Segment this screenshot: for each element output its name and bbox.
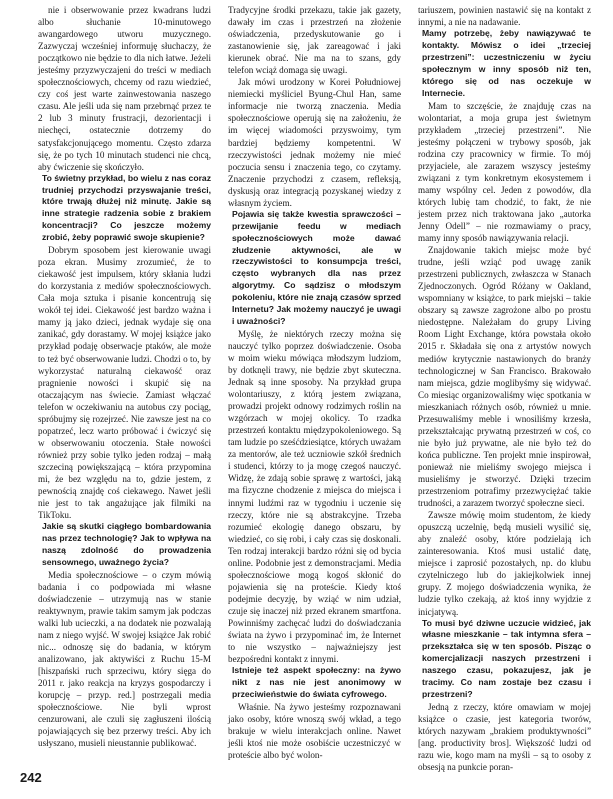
interview-question: Jakie są skutki ciągłego bombardowania nas przez technologię? Jak to wpływa na naszą zdolność do prowadzenia sensownego, uważnego życia? — [42, 521, 211, 567]
answer-paragraph: Jedną z rzeczy, które omawiam w mojej książce o czasie, jest kategoria tworów, których nazywam „brakiem produktywności” [ang. productivity bros]. Większość ludzi od razu wie, kogo mam na myśli – są to osoby z obsesją na punkcie poran- — [418, 701, 591, 773]
answer-paragraph: Mam to szczęście, że znajduję czas na wolontariat, a moja grupa jest świetnym przykładem „trzeciej przestrzeni”. Nie jesteśmy połączeni w trybowy sposób, jak rodzina czy pracownicy w firmie. To mój przyjaciele, ale zarazem wszyscy jesteśmy związani z tym konkretnym ekosystemem i mamy wspólny cel. Jeden z powodów, dla których lubię tam chodzić, to fakt, że nie jestem przez nich traktowana jako „autorka Jenny Odell” – nie rozmawiamy o pracy, mamy inny sposób nawiązywania relacji. — [418, 100, 591, 244]
answer-paragraph: Myślę, że niektórych rzeczy można się nauczyć tylko poprzez doświadczenie. Osoba w moim wieku mówiąca młodszym ludziom, by dotknęli trawy, nie będzie zbyt skuteczna. Jednak są inne sposoby. Na przykład grupa wolontariuszy, z którą jestem związana, prowadzi projekt odnowy rodzimych roślin na wzgórzach w mojej okolicy. To rzadka przestrzeń kontaktu międzypokoleniowego. Są tam ludzie po sześćdziesiątce, których uważam za mentorów, ale też uczniowie szkół średnich i studenci, którzy to ja mogę czegoś nauczyć. Widzę, że zdają sobie sprawę z wartości, jaką ma fizyczne chodzenie z miejsca do miejsca i innymi ludźmi raz w tygodniu i uczenie się rzeczy, które nie są abstrakcyjne. Trzeba rozumieć ekologię danego obszaru, by wiedzieć, co się robi, i cały czas się doskonali. Ten rodzaj interakcji bardzo różni się od bycia online. Podobnie jest z demonstracjami. Media społecznościowe mogą kogoś skłonić do pojawienia się na proteście. Kiedy ktoś podejmie decyzję, by wziąć w nim udział, czuje się inaczej niż przed ekranem smartfona. Powinniśmy zachęcać ludzi do doświadczania świata na żywo i przypominać im, że Internet to nie wszystko – najważniejszy jest bezpośredni kontakt z innymi. — [228, 328, 401, 665]
answer-paragraph: Zawsze mówię moim studentom, że kiedy opuszczą uczelnię, będą musieli wysilić się, aby znaleźć osoby, które podzielają ich zainteresowania. Ktoś musi ustalić datę, miejsce i zaprosić pozostałych, np. do klubu czytelniczego lub do jakiejkolwiek innej grupy. Z mojego doświadczenia wynika, że ludzie tylko czekają, aż ktoś inny wyjdzie z inicjatywą. — [418, 510, 591, 617]
interview-question: To świetny przykład, bo wielu z nas coraz trudniej przychodzi przyswajanie treści, które trwają dłużej niż minutę. Jakie są inne strategie radzenia sobie z brakiem koncentracji? Co jeszcze możemy zrobić, żeby poprawić swoje skupienie? — [42, 172, 211, 243]
answer-paragraph: Tradycyjne środki przekazu, takie jak gazety, dawały im czas i przestrzeń na złożenie oświadczenia, przedyskutowanie go i zastanowienie się, jak zareagować i jaki kierunek obrać. Nie ma na to szans, gdy telefon wciąż domaga się uwagi. — [228, 5, 401, 76]
answer-paragraph: Znajdowanie takich miejsc może być trudne, jeśli wziąć pod uwagę zanik przestrzeni publicznych, zwłaszcza w Stanach Zjednoczonych. Ogród Różany w Oakland, wspomniany w książce, to park miejski – takie obszary są zawsze zagrożone albo po prostu niedostępne. Należałam do grupy Living Room Light Exchange, która powstała około 2015 r. Składała się ona z artystów nowych mediów krytycznie nastawionych do branży technologicznej w San Francisco. Brakowało nam miejsca, gdzie moglibyśmy się widywać. Co miesiąc organizowaliśmy więc spotkania w mieszkaniach różnych osób, również u mnie. Przesuwaliśmy meble i wnosiliśmy krzesła, przekształcając prywatną przestrzeń w coś, co nie było już prywatne, ale nie było też do końca publiczne. Ten projekt mnie inspirował, ponieważ nie mieliśmy swojego miejsca i musieliśmy je stworzyć. Dzięki trzecim przestrzeniom potrafimy przezwyciężać takie trudności, a zarazem tworzyć społeczne sieci. — [418, 245, 591, 509]
column-3 — [418, 4, 591, 773]
answer-paragraph: Jak mówi urodzony w Korei Południowej niemiecki myśliciel Byung-Chul Han, same informacje nie tworzą znaczenia. Media społecznościowe operują się na założeniu, że im więcej wiadomości przyswoimy, tym bardziej będziemy kompetentni. W rzeczywistości jednak możemy nie mieć poczucia sensu i znaczenia tego, co czytamy. Znaczenie przychodzi z czasem, refleksją, dyskusją oraz integracją pozyskanej wiedzy z własnym życiem. — [228, 77, 401, 208]
interview-question: To musi być dziwne uczucie widzieć, jak własne mieszkanie – tak intymna sfera – przekształca się w ten sposób. Pisząc o komercjalizacji naszych przestrzeni i naszego czasu, pokazujesz, jak je tracimy. Co nam zostaje bez czasu i przestrzeni? — [422, 617, 591, 699]
page-number: 242 — [20, 770, 42, 785]
column-2 — [228, 4, 401, 761]
column-1 — [38, 4, 211, 750]
answer-paragraph: tariuszem, powinien nastawić się na kontakt z innymi, a nie na nadawanie. — [418, 5, 591, 28]
answer-paragraph: Dobrym sposobem jest kierowanie uwagi poza ekran. Musimy zrozumieć, że to ciekawość jest impulsem, który skłania ludzi do korzystania z mediów społecznościowych. Cała moja sztuka i pisanie koncentrują się wokół tej idei. Ciekawość jest bardzo ważna i mamy ją jako dzieci, jednak wydaje się ona zanikać, gdy dorastamy. W mojej książce jako przykład podaję obserwacje ptaków, ale może to też być obserwowanie ludzi. Chodzi o to, by wykorzystać naturalną ciekawość oraz pragnienie nowości i skupić się na otaczającym nas świecie. Zamiast włączać telefon w oczekiwaniu na autobus czy pociąg, spróbujmy się rozejrzeć. Nie zawsze jest na co popatrzeć, lecz warto próbować i ćwiczyć się w obserwowaniu otoczenia. Stałe nowości również przy sobie tylko jeden rodzaj – małą szczeciną powiększającą – która przypomina mi, że bez względu na to, gdzie jestem, z pewnością znajdę coś ciekawego. Nawet jeśli nie jest to tak angażujące jak filmiki na TikToku. — [38, 245, 211, 521]
answer-paragraph: Media społecznościowe – o czym mówią badania i co podpowiada mi własne doświadczenie – utrzymują nas w stanie reaktywnym, prawie takim samym jak podczas walki lub ucieczki, a na dodatek nie pozwalają nam z niego wyjść. W swojej książce Jak robić nic... odnoszę się do badania, w którym analizowano, jak aktywiści z Ruchu 15-M [hiszpański ruch sprzeciwu, który sięga do 2011 r. jako reakcja na kryzys gospodarczy i korupcję – przyp. red.] postrzegali media społecznościowe. Nie byli wprost cenzurowani, ale czuli się zagłuszeni ilością pojawiających się bez przerwy treści. Aby ich usłyszano, musieli nieustannie publikować. — [38, 569, 211, 749]
answer-paragraph: nie i obserwowanie przez kwadrans ludzi albo słuchanie 10-minutowego awangardowego utworu muzycznego. Zazwyczaj wcześniej informuję słuchaczy, że początkowo nie będzie to dla nich łatwe. Jeżeli jesteśmy przyzwyczajeni do treści w mediach społecznościowych, chcemy od razu wiedzieć, czy coś jest warte zainwestowania naszego czasu. Ale jeśli uda się nam przebrnąć przez te 2 lub 3 minuty frustracji, dezorientacji i niechęci, ostatecznie dotrzemy do satysfakcjonującego momentu. Często zdarza się, że po tych 10 minutach studenci nie chcą, aby ćwiczenie się skończyło. — [38, 5, 211, 172]
interview-question: Istnieje też aspekt społeczny: na żywo nikt z nas nie jest anonimowy w przeciwieństwie do świata cyfrowego. — [232, 665, 401, 699]
interview-question: Mamy potrzebę, żeby nawiązywać te kontakty. Mówisz o idei „trzeciej przestrzeni”: uczestniczeniu w życiu społecznym w inny sposób niż ten, którego się od nas oczekuje w Internecie. — [422, 28, 591, 98]
interview-question: Pojawia się także kwestia sprawczości – przewijanie feedu w mediach społecznościowych może dawać złudzenie aktywności, ale w rzeczywistości to konsumpcja treści, często wybranych dla nas przez algorytmy. Co sądzisz o młodszym pokoleniu, które nie znają czasów sprzed Internetu? Jak możemy nauczyć je uwagi i uważności? — [232, 208, 401, 326]
answer-paragraph: Właśnie. Na żywo jesteśmy rozpoznawani jako osoby, które wnoszą swój wkład, a tego brakuje w wielu interakcjach online. Nawet jeśli ktoś nie może osobiście uczestniczyć w proteście albo być wolon- — [228, 701, 401, 761]
